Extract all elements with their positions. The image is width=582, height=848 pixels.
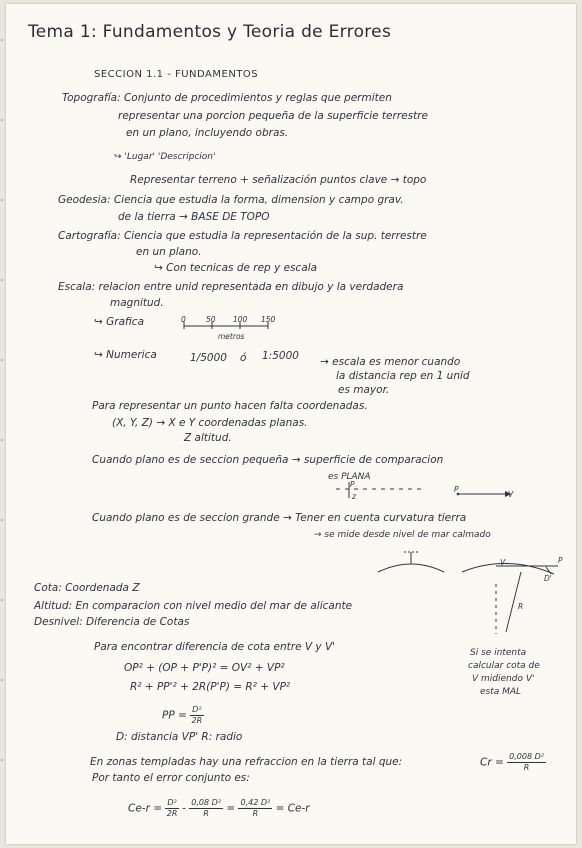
grande-line-1: Cuando plano es de seccion grande → Tener en cuenta curvatura tierra <box>92 512 467 524</box>
curve-point-p: P <box>558 556 563 565</box>
cota-line-1: Cota: Coordenada Z <box>34 582 140 594</box>
ce-term-1-num: D² <box>167 798 177 807</box>
ce-term-3-num: 0,42 D² <box>240 798 271 807</box>
ce-term-1 <box>165 798 178 819</box>
cartografia-line-2: en un plano. <box>136 246 202 258</box>
ce-term-2-den: R <box>203 809 209 818</box>
curve-point-v: V <box>500 558 506 567</box>
cr-num: 0,008 D² <box>509 752 544 761</box>
formula-3-lhs: PP = <box>162 709 187 722</box>
coords-line-2: (X, Y, Z) → X e Y coordenadas planas. <box>112 417 308 429</box>
formula-3-den: 2R <box>191 716 203 725</box>
curve-point-d: D' <box>544 574 552 583</box>
scale-note-1: → escala es menor cuando <box>320 356 461 368</box>
page-title: Tema 1: Fundamentos y Teoria de Errores <box>28 22 392 42</box>
topografia-line-2: representar una porcion pequeña de la superficie terrestre <box>118 110 428 122</box>
ce-equals: = <box>226 802 236 815</box>
fig-note-2: calcular cota de <box>468 661 540 671</box>
cr-fraction <box>507 752 546 773</box>
coords-line-1: Para representar un punto hacen falta coordenadas. <box>92 400 368 412</box>
topografia-line-5: Representar terreno + señalización puntos clave → topo <box>130 174 427 186</box>
escala-line-2: magnitud. <box>110 297 164 309</box>
topografia-line-3: en un plano, incluyendo obras. <box>126 127 289 139</box>
scale-or: ó <box>240 352 247 364</box>
fig-note-1: Si se intenta <box>470 648 527 658</box>
curvature-diagram <box>6 4 576 844</box>
ce-term-1-den: 2R <box>166 809 178 818</box>
scale-tick-100: 100 <box>233 315 248 324</box>
plane-z: z <box>352 492 356 501</box>
cota-line-2: Altitud: En comparacion con nivel medio del mar de alicante <box>34 600 353 612</box>
cartografia-line-1: Cartografía: Ciencia que estudia la representación de la sup. terrestre <box>58 230 427 242</box>
scale-ratio-1: 1/5000 <box>190 352 227 364</box>
escala-numerica: ↪ Numerica <box>94 349 157 361</box>
cr-den: R <box>523 763 530 772</box>
formula-3-num: D² <box>192 705 202 714</box>
formula-4: D: distancia VP' R: radio <box>116 731 243 743</box>
topografia-line-4: ↪ 'Lugar' 'Descripcion' <box>114 152 216 162</box>
cota-line-3: Desnivel: Diferencia de Cotas <box>34 616 190 628</box>
formula-3-fraction <box>190 705 203 726</box>
ce-term-3 <box>238 798 272 819</box>
scale-ratio-2: 1:5000 <box>262 350 299 362</box>
fig-note-4: esta MAL <box>480 687 522 697</box>
section-heading: SECCION 1.1 - FUNDAMENTOS <box>94 69 259 80</box>
ce-term-3-den: R <box>252 809 259 818</box>
refraccion-line-1: En zonas templadas hay una refraccion en la tierra tal que: <box>90 756 403 768</box>
notebook-page <box>6 4 576 844</box>
plane-point-p: P <box>350 480 355 489</box>
ce-tail: = Ce-r <box>275 802 310 815</box>
formula-3 <box>162 705 204 726</box>
plane-point-p2: P <box>454 485 459 494</box>
escala-line-1: Escala: relacion entre unid representada en dibujo y la verdadera <box>58 281 404 293</box>
ce-term-2-num: 0,08 D² <box>191 798 221 807</box>
coords-line-3: Z altitud. <box>184 432 232 444</box>
grande-line-2: → se mide desde nivel de mar calmado <box>314 530 491 540</box>
plano-line-2: es PLANA <box>328 472 371 482</box>
ce-label: Ce-r = <box>128 802 163 815</box>
formula-intro: Para encontrar diferencia de cota entre V y V' <box>94 641 336 653</box>
plane-point-v: V <box>508 490 514 499</box>
ce-term-2 <box>189 798 223 819</box>
scale-unit: metros <box>218 332 245 341</box>
scale-tick-0: 0 <box>181 315 186 324</box>
cartografia-line-3: ↪ Con tecnicas de rep y escala <box>154 262 318 274</box>
escala-grafica: ↪ Grafica <box>94 316 145 328</box>
ce-minus: - <box>182 802 186 815</box>
scale-note-2: la distancia rep en 1 unid <box>336 370 470 382</box>
geodesia-line-2: de la tierra → BASE DE TOPO <box>118 211 270 223</box>
error-formula <box>128 798 310 819</box>
formula-2: R² + PP'² + 2R(P'P) = R² + VP² <box>130 681 291 693</box>
cr-label: Cr = <box>480 756 504 769</box>
scale-tick-150: 150 <box>261 315 276 324</box>
plano-line-1: Cuando plano es de seccion pequeña → superficie de comparacion <box>92 454 444 466</box>
formula-1: OP² + (OP + P'P)² = OV² + VP² <box>124 662 285 674</box>
topografia-line-1: Topografía: Conjunto de procedimientos y reglas que permiten <box>62 92 392 104</box>
refraccion-cr <box>480 752 546 773</box>
refraccion-line-2: Por tanto el error conjunto es: <box>92 772 250 784</box>
fig-note-3: V midiendo V' <box>472 674 535 684</box>
curve-radius-r: R <box>518 602 524 611</box>
scale-note-3: es mayor. <box>338 384 390 396</box>
geodesia-line-1: Geodesia: Ciencia que estudia la forma, dimension y campo grav. <box>58 194 404 206</box>
scale-tick-50: 50 <box>206 315 216 324</box>
